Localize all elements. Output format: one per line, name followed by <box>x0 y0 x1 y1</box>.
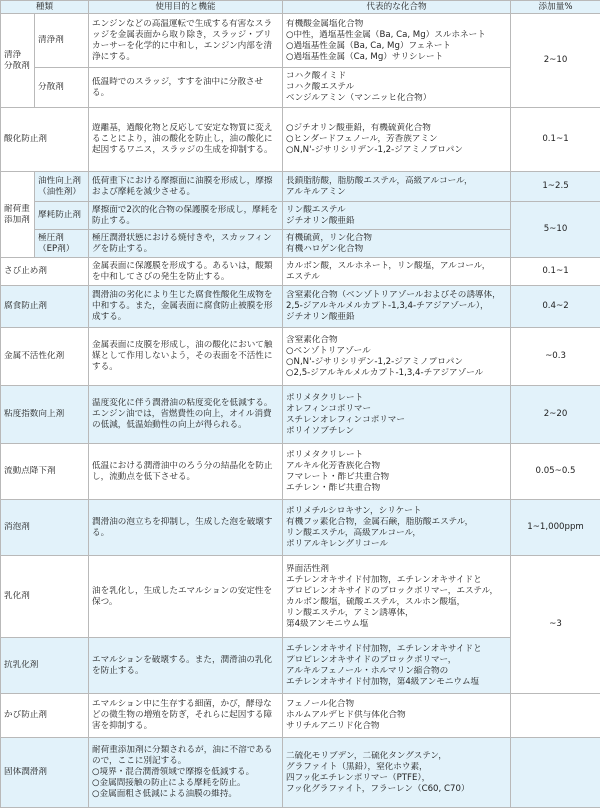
compound-cell: 有機硫黄，リン化合物 有機ハロゲン化合物 <box>283 230 511 258</box>
category-cell: 金属不活性化剤 <box>1 328 89 386</box>
amount-cell: ~0.3 <box>511 328 600 386</box>
category-cell: 粘度指数向上剤 <box>1 386 89 444</box>
category-cell: 抗乳化剤 <box>1 638 89 694</box>
compound-cell: ポリメタクリレート オレフィンコポリマー スチレンオレフィンコポリマー ポリイソブチレン <box>283 386 511 444</box>
table-row <box>1 286 600 328</box>
category-cell: 乳化剤 <box>1 556 89 638</box>
purpose-cell: 金属表面に皮膜を形成し，油の酸化において触媒として作用しないよう，その表面を不活性にする。 <box>89 328 283 386</box>
purpose-cell: エンジンなどの高温運転で生成する有害なスラッジを金属表面から取り除き，スラッジ・ブリカーサーを化学的に中和し，エンジン内部を清浄にする。 <box>89 14 283 68</box>
compound-cell: 長鎖脂肪酸，脂肪酸エステル，高級アルコール， アルキルアミン <box>283 172 511 202</box>
compound-cell: 界面活性剤 エチレンオキサイド付加物，エチレンオキサイドと プロピレンオキサイドのブロックポリマー，エステル， カルボン酸塩，硫酸エステル，スルホン酸塩， リン酸エステル，アミン誘導体， 第4級アンモニウム塩 <box>283 556 511 638</box>
subcategory-cell: 摩耗防止剤 <box>35 202 89 230</box>
header-kind: 種類 <box>1 1 89 14</box>
compound-cell: ○ジチオリン酸亜鉛，有機硫黄化合物 ○ヒンダードフェノール，芳香族アミン ○N,N'-ジサリシリデン-1,2-ジアミノプロパン <box>283 108 511 172</box>
table-row <box>1 738 600 808</box>
compound-cell: 含窒素化合物 ○ベンゾトリアゾール ○N,N'-ジサリシリデン-1,2-ジアミノプロパン ○2,5-ジアルキルメルカプト-1,3,4-チアジアゾール <box>283 328 511 386</box>
compound-cell: エチレンオキサイド付加物，エチレンオキサイドと プロピレンオキサイドのブロックポリマー， アルキルフェノール・ホルマリン縮合物の エチレンオキサイド付加物，第4級アンモニウム塩 <box>283 638 511 694</box>
amount-cell <box>511 738 600 808</box>
amount-cell: 2~20 <box>511 386 600 444</box>
compound-cell: ポリメタクリレート アルキル化芳香族化合物 フマレート・酢ビ共重合物 エチレン・酢ビ共重合物 <box>283 444 511 500</box>
purpose-cell: 油を乳化し，生成したエマルションの安定性を保つ。 <box>89 556 283 638</box>
category-cell: 耐荷重 添加剤 <box>1 172 35 258</box>
amount-cell: 0.05~0.5 <box>511 444 600 500</box>
table-row <box>1 172 600 202</box>
purpose-cell: 温度変化に伴う潤滑油の粘度変化を低減する。エンジン油では，省燃費性の向上，オイル消費の低減，低温始動性の向上が得られる。 <box>89 386 283 444</box>
compound-cell: 含窒素化合物（ベンゾトリアゾールおよびその誘導体， 2,5-ジアルキルメルカプト-1,3,4-チアジアゾール）， ジチオリン酸亜鉛 <box>283 286 511 328</box>
table-row <box>1 328 600 386</box>
purpose-cell: 遊離基，過酸化物と反応して安定な物質に変えることにより，油の酸化を防止し，油の酸化に起因するワニス，スラッジの生成を抑制する。 <box>89 108 283 172</box>
compound-cell: カルボン酸，スルホネート，リン酸塩，アルコール， エステル <box>283 258 511 286</box>
amount-cell: 1~1,000ppm <box>511 500 600 556</box>
purpose-cell: 潤滑油の劣化により生じた腐食性酸化生成物を中和する。また，金属表面に腐食防止被膜を形成する。 <box>89 286 283 328</box>
table-row <box>1 230 600 258</box>
table-row <box>1 258 600 286</box>
header-purpose: 使用目的と機能 <box>89 1 283 14</box>
table-row <box>1 694 600 738</box>
purpose-cell: 低温時でのスラッジ，すすを油中に分散させる。 <box>89 68 283 108</box>
compound-cell: フェノール化合物 ホルムアルデヒド供与体化合物 サリチルアニリド化合物 <box>283 694 511 738</box>
table-row <box>1 202 600 230</box>
amount-cell: 1~2.5 <box>511 172 600 202</box>
category-cell: 腐食防止剤 <box>1 286 89 328</box>
subcategory-cell: 極圧剤 （EP剤） <box>35 230 89 258</box>
header-compound: 代表的な化合物 <box>283 1 511 14</box>
purpose-cell: 金属表面に保護膜を形成する。あるいは，酸類を中和してさびの発生を防止する。 <box>89 258 283 286</box>
header-row <box>1 1 600 14</box>
compound-cell: 二硫化モリブデン，二硫化タングステン， グラファイト（黒鉛），窒化ホウ素， 四フッ化エチレンポリマー（PTFE）， フッ化グラファイト，フラーレン（C60, C70） <box>283 738 511 808</box>
table-row <box>1 386 600 444</box>
purpose-cell: 極圧潤滑状態における焼付きや，スカッフィングを防止する。 <box>89 230 283 258</box>
amount-cell: 2~10 <box>511 14 600 108</box>
category-cell: 流動点降下剤 <box>1 444 89 500</box>
table-row <box>1 500 600 556</box>
amount-cell: 0.1~1 <box>511 258 600 286</box>
table-row <box>1 108 600 172</box>
amount-cell: 0.1~1 <box>511 108 600 172</box>
compound-cell: ポリメチルシロキサン，シリケート 有機フッ素化合物，金属石鹸，脂肪酸エステル， リン酸エステル，高級アルコール， ポリアルキレングリコール <box>283 500 511 556</box>
table-row <box>1 68 600 108</box>
amount-cell: 5~10 <box>511 202 600 258</box>
table-row <box>1 556 600 638</box>
subcategory-cell: 油性向上剤 （油性剤） <box>35 172 89 202</box>
category-cell: かび防止剤 <box>1 694 89 738</box>
category-cell: 固体潤滑剤 <box>1 738 89 808</box>
purpose-cell: 低荷重下における摩擦面に油膜を形成し，摩擦および摩耗を減少させる。 <box>89 172 283 202</box>
purpose-cell: 耐荷重添加剤に分類されるが，油に不溶であるので，ここに別記する。 ○境界・混合潤滑領域で摩擦を低減する。 ○金属間接触の防止による摩耗を防止。 ○金属面粗さ低減による油膜の維持。 <box>89 738 283 808</box>
table-row <box>1 14 600 68</box>
category-cell: 清浄 分散剤 <box>1 14 35 108</box>
compound-cell: 有機酸金属塩化合物 ○中性，過塩基性金属（Ba, Ca, Mg）スルホネート ○過塩基性金属（Ba, Ca, Mg）フェネート ○過塩基性金属（Ca, Mg）サリシレート <box>283 14 511 68</box>
purpose-cell: 摩擦面で2次的化合物の保護膜を形成し，摩耗を防止する。 <box>89 202 283 230</box>
table-row <box>1 444 600 500</box>
compound-cell: コハク酸イミド コハク酸エステル ベンジルアミン（マンニッヒ化合物） <box>283 68 511 108</box>
category-cell: 酸化防止剤 <box>1 108 89 172</box>
purpose-cell: 潤滑油の泡立ちを抑制し，生成した泡を破壊する。 <box>89 500 283 556</box>
amount-cell: ~3 <box>511 556 600 694</box>
amount-cell <box>511 694 600 738</box>
header-amount: 添加量% <box>511 1 600 14</box>
subcategory-cell: 分散剤 <box>35 68 89 108</box>
purpose-cell: エマルションを破壊する。また，潤滑油の乳化を防止する。 <box>89 638 283 694</box>
compound-cell: リン酸エステル ジチオリン酸亜鉛 <box>283 202 511 230</box>
subcategory-cell: 清浄剤 <box>35 14 89 68</box>
category-cell: さび止め剤 <box>1 258 89 286</box>
table-row <box>1 638 600 694</box>
amount-cell: 0.4~2 <box>511 286 600 328</box>
purpose-cell: エマルション中に生存する細菌，かび，酵母などの微生物の増殖を防ぎ，それらに起因する障害を抑制する。 <box>89 694 283 738</box>
category-cell: 消泡剤 <box>1 500 89 556</box>
purpose-cell: 低温における潤滑油中のろう分の結晶化を防止し，流動点を低下させる。 <box>89 444 283 500</box>
